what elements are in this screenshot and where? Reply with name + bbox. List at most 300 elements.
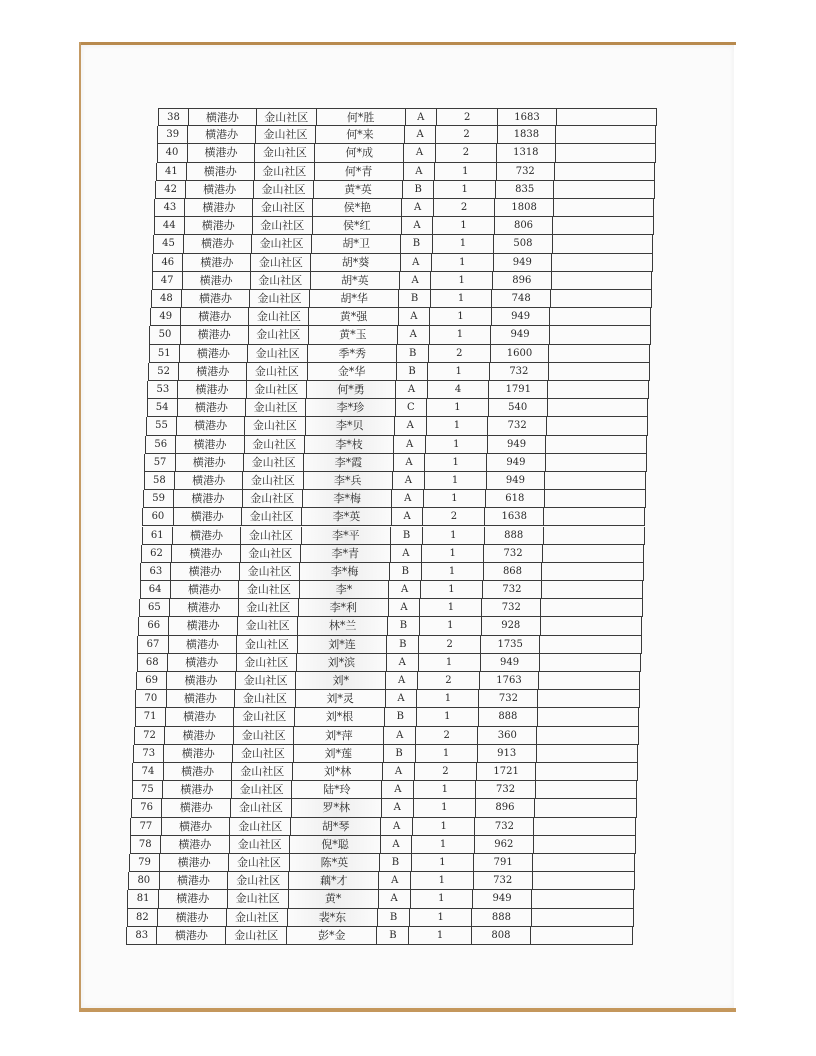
count-cell: 1: [429, 326, 491, 343]
office-cell: 横港办: [165, 708, 234, 725]
community-cell: 金山社区: [252, 199, 312, 216]
count-cell: 1: [432, 217, 494, 234]
office-cell: 横港办: [170, 563, 238, 580]
community-cell: 金山社区: [246, 363, 306, 380]
office-cell: 横港办: [158, 890, 227, 907]
community-cell: 金山社区: [228, 854, 289, 871]
blank-cell: [539, 636, 641, 653]
category-cell: A: [392, 472, 424, 489]
office-cell: 横港办: [182, 272, 250, 289]
community-cell: 金山社区: [249, 290, 309, 307]
community-cell: 金山社区: [227, 890, 288, 907]
name-cell: 李*平: [301, 527, 391, 544]
blank-cell: [542, 545, 644, 562]
community-cell: 金山社区: [254, 144, 314, 161]
amount-cell: 888: [478, 708, 537, 725]
count-cell: 1: [415, 745, 477, 762]
blank-cell: [545, 454, 647, 471]
name-cell: 李*兵: [303, 472, 392, 489]
blank-cell: [537, 708, 639, 725]
row-number: 48: [151, 290, 181, 307]
count-cell: 1: [409, 909, 471, 926]
row-number: 46: [152, 254, 182, 271]
community-cell: 金山社区: [236, 654, 297, 671]
community-cell: 金山社区: [238, 599, 298, 616]
community-cell: 金山社区: [242, 472, 302, 489]
name-cell: 黄*强: [308, 308, 397, 325]
table-row: [155, 181, 655, 199]
amount-cell: 732: [483, 545, 542, 562]
category-cell: A: [395, 381, 427, 398]
table-row: [141, 545, 644, 563]
name-cell: 胡*华: [309, 290, 398, 307]
count-cell: 1: [419, 599, 481, 616]
office-cell: 横港办: [170, 581, 238, 598]
table-row: [139, 599, 643, 617]
category-cell: A: [381, 799, 413, 816]
count-cell: 1: [421, 545, 483, 562]
count-cell: 2: [428, 345, 490, 362]
row-number: 73: [133, 745, 163, 762]
row-number: 83: [126, 927, 156, 944]
table-row: [127, 890, 634, 908]
amount-cell: 1763: [479, 672, 538, 689]
amount-cell: 1735: [480, 636, 539, 653]
community-cell: 金山社区: [237, 617, 297, 634]
community-cell: 金山社区: [232, 745, 293, 762]
amount-cell: 888: [484, 527, 543, 544]
category-cell: A: [397, 326, 429, 343]
row-number: 58: [144, 472, 174, 489]
count-cell: 1: [420, 581, 482, 598]
name-cell: 李*利: [298, 599, 388, 616]
table-row: [147, 381, 649, 399]
name-cell: 胡*葵: [310, 254, 399, 271]
community-cell: 金山社区: [236, 636, 296, 653]
count-cell: 1: [421, 563, 483, 580]
office-cell: 横港办: [163, 745, 232, 762]
name-cell: 刘*连: [297, 636, 387, 653]
community-cell: 金山社区: [241, 508, 301, 525]
row-number: 54: [147, 399, 177, 416]
category-cell: A: [393, 454, 425, 471]
name-cell: 何*青: [314, 163, 403, 180]
office-cell: 横港办: [168, 617, 237, 634]
name-cell: 胡*英: [310, 272, 399, 289]
office-cell: 横港办: [179, 345, 247, 362]
count-cell: 1: [434, 163, 495, 180]
blank-cell: [540, 617, 642, 634]
count-cell: 1: [431, 254, 493, 271]
community-cell: 金山社区: [251, 235, 311, 252]
blank-cell: [550, 290, 652, 307]
office-cell: 横港办: [169, 599, 238, 616]
category-cell: A: [386, 654, 418, 671]
blank-cell: [535, 781, 638, 798]
table-row: [145, 436, 647, 454]
category-cell: A: [405, 109, 436, 125]
blank-cell: [552, 235, 654, 252]
community-cell: 金山社区: [248, 326, 308, 343]
table-row: [128, 872, 634, 890]
amount-cell: 1600: [490, 345, 549, 362]
office-cell: 横港办: [176, 417, 244, 434]
row-number: 51: [149, 345, 179, 362]
blank-cell: [531, 890, 634, 907]
blank-cell: [553, 199, 654, 216]
blank-cell: [533, 836, 636, 853]
amount-cell: 949: [486, 472, 545, 489]
table-row: [137, 636, 641, 654]
table-row: [142, 527, 645, 545]
row-number: 57: [144, 454, 174, 471]
amount-cell: 732: [487, 417, 546, 434]
category-cell: B: [396, 345, 428, 362]
amount-cell: 949: [480, 654, 539, 671]
name-cell: 季*秀: [307, 345, 396, 362]
category-cell: A: [393, 436, 425, 453]
name-cell: 刘*根: [294, 708, 384, 725]
category-cell: A: [399, 272, 431, 289]
blank-cell: [535, 763, 638, 780]
name-cell: 刘*莲: [293, 745, 383, 762]
community-cell: 金山社区: [225, 927, 286, 944]
count-cell: 2: [435, 126, 496, 143]
name-cell: 侯*红: [312, 217, 401, 234]
name-cell: 黄*: [288, 890, 378, 907]
name-cell: 刘*林: [292, 763, 382, 780]
office-cell: 横港办: [167, 654, 236, 671]
category-cell: A: [390, 545, 422, 562]
community-cell: 金山社区: [233, 708, 294, 725]
blank-cell: [555, 144, 656, 161]
blank-cell: [549, 326, 651, 343]
name-cell: 黄*玉: [308, 326, 397, 343]
amount-cell: 791: [473, 854, 532, 871]
row-number: 55: [146, 417, 176, 434]
amount-cell: 1683: [497, 109, 555, 125]
row-number: 67: [137, 636, 167, 653]
office-cell: 横港办: [184, 199, 252, 216]
community-cell: 金山社区: [231, 781, 292, 798]
category-cell: B: [387, 617, 419, 634]
amount-cell: 949: [487, 436, 546, 453]
row-number: 64: [140, 581, 170, 598]
category-cell: A: [382, 763, 414, 780]
amount-cell: 928: [481, 617, 540, 634]
office-cell: 横港办: [159, 872, 228, 889]
table-row: [127, 909, 634, 927]
table-row: [137, 654, 641, 672]
amount-cell: 949: [486, 454, 545, 471]
name-cell: 黄*英: [313, 181, 402, 198]
row-number: 72: [134, 727, 164, 744]
office-cell: 横港办: [161, 799, 230, 816]
row-number: 38: [158, 109, 188, 125]
blank-cell: [551, 254, 653, 271]
blank-cell: [540, 599, 642, 616]
count-cell: 1: [412, 818, 474, 835]
category-cell: A: [378, 872, 410, 889]
name-cell: 李*珍: [305, 399, 394, 416]
blank-cell: [547, 381, 649, 398]
blank-cell: [544, 472, 646, 489]
count-cell: 1: [426, 417, 488, 434]
office-cell: 横港办: [162, 781, 231, 798]
row-number: 53: [147, 381, 177, 398]
office-cell: 横港办: [166, 690, 235, 707]
amount-cell: 949: [472, 890, 531, 907]
amount-cell: 1791: [488, 381, 547, 398]
name-cell: 李*青: [300, 545, 390, 562]
amount-cell: 896: [475, 799, 534, 816]
blank-cell: [547, 399, 649, 416]
name-cell: 裴*东: [287, 909, 377, 926]
table-row: [126, 927, 633, 945]
community-cell: 金山社区: [250, 272, 310, 289]
row-number: 47: [152, 272, 182, 289]
name-cell: 李*梅: [302, 490, 391, 507]
office-cell: 横港办: [187, 126, 255, 143]
community-cell: 金山社区: [231, 763, 292, 780]
office-cell: 横港办: [163, 763, 232, 780]
office-cell: 横港办: [187, 144, 255, 161]
office-cell: 横港办: [159, 854, 228, 871]
category-cell: A: [391, 490, 423, 507]
table-row: [154, 217, 654, 235]
table-row: [152, 254, 652, 272]
category-cell: A: [381, 781, 413, 798]
name-cell: 李*枝: [304, 436, 393, 453]
blank-cell: [538, 672, 640, 689]
count-cell: 1: [410, 890, 472, 907]
category-cell: A: [404, 126, 435, 143]
blank-cell: [541, 581, 643, 598]
community-cell: 金山社区: [254, 163, 314, 180]
count-cell: 2: [415, 727, 477, 744]
community-cell: 金山社区: [244, 436, 304, 453]
count-cell: 1: [423, 490, 485, 507]
office-cell: 横港办: [166, 672, 235, 689]
table-row: [134, 727, 639, 745]
community-cell: 金山社区: [235, 672, 296, 689]
name-cell: 何*来: [315, 126, 404, 143]
community-cell: 金山社区: [229, 818, 290, 835]
row-number: 66: [138, 617, 168, 634]
row-number: 80: [128, 872, 158, 889]
row-number: 41: [156, 163, 186, 180]
category-cell: A: [380, 836, 412, 853]
blank-cell: [532, 872, 635, 889]
table-row: [142, 508, 645, 526]
table-row: [144, 454, 646, 472]
category-cell: A: [388, 599, 420, 616]
office-cell: 横港办: [183, 235, 251, 252]
row-number: 81: [127, 890, 157, 907]
blank-cell: [532, 854, 635, 871]
count-cell: 1: [422, 527, 484, 544]
office-cell: 横港办: [173, 508, 241, 525]
amount-cell: 962: [474, 836, 533, 853]
amount-cell: 732: [496, 163, 554, 180]
office-cell: 横港办: [173, 490, 241, 507]
amount-cell: 808: [471, 927, 530, 944]
community-cell: 金山社区: [238, 581, 298, 598]
name-cell: 陆*玲: [291, 781, 381, 798]
table-row: [143, 490, 646, 508]
count-cell: 1: [426, 399, 488, 416]
amount-cell: 913: [477, 745, 536, 762]
amount-cell: 508: [493, 235, 552, 252]
table-row: [132, 781, 638, 799]
office-cell: 横港办: [181, 290, 249, 307]
community-cell: 金山社区: [233, 727, 294, 744]
row-number: 39: [157, 126, 187, 143]
category-cell: A: [394, 417, 426, 434]
count-cell: 2: [436, 109, 497, 125]
blank-cell: [545, 436, 647, 453]
count-cell: 2: [414, 763, 476, 780]
amount-cell: 732: [473, 872, 532, 889]
amount-cell: 896: [492, 272, 551, 289]
category-cell: A: [403, 144, 434, 161]
table-row: [129, 854, 635, 872]
blank-cell: [536, 727, 639, 744]
table-row: [152, 272, 653, 290]
amount-cell: 888: [471, 909, 530, 926]
count-cell: 1: [427, 363, 489, 380]
office-cell: 横港办: [175, 454, 243, 471]
category-cell: B: [400, 235, 432, 252]
blank-cell: [544, 490, 646, 507]
count-cell: 2: [435, 144, 496, 161]
amount-cell: 732: [481, 599, 540, 616]
blank-cell: [554, 163, 655, 180]
count-cell: 1: [424, 472, 486, 489]
category-cell: C: [395, 399, 427, 416]
amount-cell: 1838: [497, 126, 555, 143]
community-cell: 金山社区: [230, 799, 291, 816]
category-cell: A: [391, 508, 423, 525]
office-cell: 横港办: [177, 399, 245, 416]
blank-cell: [534, 799, 637, 816]
name-cell: 陈*英: [289, 854, 379, 871]
category-cell: A: [385, 672, 417, 689]
category-cell: A: [400, 254, 432, 271]
category-cell: A: [388, 581, 420, 598]
count-cell: 1: [408, 927, 470, 944]
count-cell: 1: [416, 708, 478, 725]
category-cell: B: [376, 927, 408, 944]
row-number: 63: [140, 563, 170, 580]
community-cell: 金山社区: [243, 454, 303, 471]
amount-cell: 732: [474, 818, 533, 835]
count-cell: 1: [433, 181, 494, 198]
table-row: [131, 799, 637, 817]
count-cell: 1: [413, 781, 475, 798]
desk-edge-bottom: [80, 1008, 736, 1012]
blank-cell: [537, 690, 639, 707]
office-cell: 横港办: [184, 217, 252, 234]
row-number: 45: [153, 235, 183, 252]
blank-cell: [555, 126, 656, 143]
blank-cell: [549, 308, 651, 325]
office-cell: 横港办: [156, 927, 225, 944]
blank-cell: [539, 654, 641, 671]
community-cell: 金山社区: [234, 690, 295, 707]
category-cell: A: [380, 818, 412, 835]
name-cell: 何*成: [314, 144, 403, 161]
community-cell: 金山社区: [255, 126, 315, 143]
category-cell: B: [383, 745, 415, 762]
blank-cell: [548, 363, 650, 380]
table-row: [154, 199, 654, 217]
count-cell: 1: [419, 617, 481, 634]
row-number: 60: [142, 508, 172, 525]
row-number: 49: [150, 308, 180, 325]
table-row: [149, 326, 650, 344]
amount-cell: 540: [488, 399, 547, 416]
office-cell: 横港办: [157, 909, 226, 926]
name-cell: 李*梅: [299, 563, 389, 580]
amount-cell: 1638: [484, 508, 543, 525]
table-row: [153, 235, 653, 253]
community-cell: 金山社区: [250, 254, 310, 271]
row-number: 68: [137, 654, 167, 671]
blank-cell: [530, 927, 633, 944]
office-cell: 横港办: [164, 727, 233, 744]
row-number: 79: [129, 854, 159, 871]
count-cell: 1: [425, 436, 487, 453]
category-cell: A: [383, 727, 415, 744]
category-cell: B: [379, 854, 411, 871]
name-cell: 何*胜: [316, 109, 405, 125]
category-cell: B: [389, 563, 421, 580]
category-cell: A: [385, 690, 417, 707]
blank-cell: [531, 909, 634, 926]
blank-cell: [552, 217, 654, 234]
amount-cell: 732: [478, 690, 537, 707]
name-cell: 刘*: [295, 672, 385, 689]
table-row: [135, 708, 640, 726]
category-cell: A: [378, 890, 410, 907]
name-cell: 彭*金: [286, 927, 376, 944]
name-cell: 罗*林: [291, 799, 381, 816]
table-row: [156, 163, 656, 181]
amount-cell: 949: [490, 326, 549, 343]
blank-cell: [533, 818, 636, 835]
name-cell: 何*勇: [306, 381, 395, 398]
count-cell: 1: [411, 836, 473, 853]
count-cell: 2: [422, 508, 484, 525]
community-cell: 金山社区: [229, 836, 290, 853]
office-cell: 横港办: [185, 181, 253, 198]
blank-cell: [553, 181, 654, 198]
table-row: [150, 308, 651, 326]
row-number: 56: [145, 436, 175, 453]
community-cell: 金山社区: [240, 527, 300, 544]
table-row: [138, 617, 642, 635]
category-cell: B: [402, 181, 433, 198]
category-cell: A: [403, 163, 434, 180]
row-number: 69: [136, 672, 166, 689]
amount-cell: 360: [477, 727, 536, 744]
amount-cell: 732: [489, 363, 548, 380]
community-cell: 金山社区: [244, 417, 304, 434]
amount-cell: 835: [495, 181, 553, 198]
row-number: 74: [132, 763, 162, 780]
name-cell: 藕*才: [288, 872, 378, 889]
